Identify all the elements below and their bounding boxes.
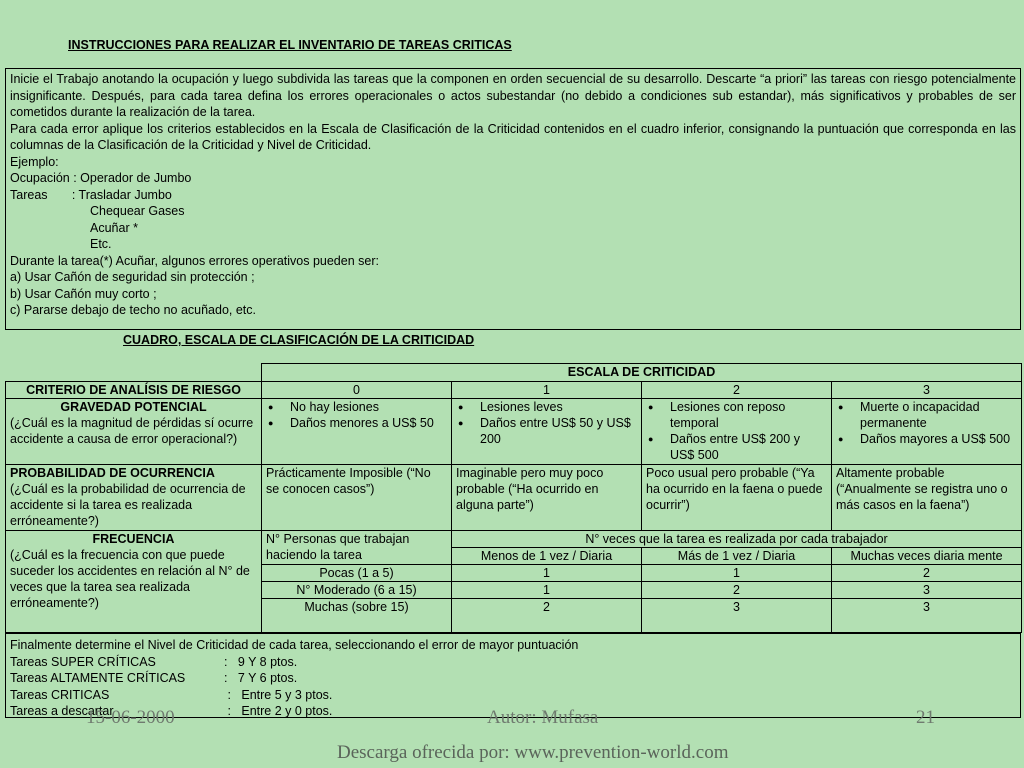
frecuencia-value: 3 [832, 582, 1022, 599]
score-1: 1 [452, 382, 642, 399]
footer-author: Autor: Mufasa [487, 707, 599, 728]
gravedad-0-item: ● Daños menores a US$ 50 [266, 415, 447, 431]
example-task-1: Tareas : Trasladar Jumbo [10, 187, 172, 202]
gravedad-cell-1 [452, 399, 642, 465]
gravedad-1-item: ● Lesiones leves [456, 399, 637, 415]
personas-row-label: Muchas (sobre 15) [262, 599, 452, 633]
probabilidad-cell-3: Altamente probable (“Anualmente se registra uno o más casos en la faena”) [832, 465, 1022, 531]
score-0: 0 [262, 382, 452, 399]
frecuencia-value: 1 [452, 565, 642, 582]
table-row-gravedad [6, 399, 1022, 465]
level-label: Tareas CRITICAS [10, 687, 110, 702]
gravedad-cell-0 [262, 399, 452, 465]
instructions-paragraph-2: Para cada error aplique los criterios establecidos en la Escala de Clasificación de la Criticidad contenidos en el cuadro inferior, consignando la puntuación que corresponda en las columnas de la Clasificación de la Criticidad y Nivel de Criticidad. [10, 121, 1016, 152]
example-task-3: Acuñar * [90, 220, 138, 235]
probabilidad-title: PROBABILIDAD DE OCURRENCIA [10, 466, 215, 480]
gravedad-title: GRAVEDAD POTENCIAL [60, 400, 207, 414]
gravedad-cell-3 [832, 399, 1022, 465]
level-label: Tareas SUPER CRÍTICAS [10, 654, 156, 669]
frecuencia-value: 2 [832, 565, 1022, 582]
example-occupation: Ocupación : Operador de Jumbo [10, 171, 192, 185]
escala-header: ESCALA DE CRITICIDAD [262, 364, 1022, 382]
veces-header: N° veces que la tarea es realizada por cada trabajador [452, 531, 1022, 548]
example-label: Ejemplo: [10, 154, 59, 169]
gravedad-cell-2 [642, 399, 832, 465]
frecuencia-value: 2 [452, 599, 642, 633]
personas-header: N° Personas que trabajan haciendo la tarea [262, 531, 452, 565]
level-row [10, 654, 1016, 671]
frecuencia-criterion [6, 531, 262, 633]
personas-row-label: Pocas (1 a 5) [262, 565, 452, 582]
veces-col-1: Menos de 1 vez / Diaria [452, 548, 642, 565]
probabilidad-cell-2: Poco usual pero probable (“Ya ha ocurrido en la faena o puede ocurrir”) [642, 465, 832, 531]
example-task-4: Etc. [90, 237, 112, 251]
footer-date: 15-06-2000 [86, 707, 175, 728]
score-3: 3 [832, 382, 1022, 399]
frecuencia-value: 3 [642, 599, 832, 633]
gravedad-criterion [6, 399, 262, 465]
example-task-2: Chequear Gases [90, 204, 185, 218]
level-value: : 7 Y 6 ptos. [224, 671, 298, 685]
criterio-header: CRITERIO DE ANALÍSIS DE RIESGO [6, 382, 262, 399]
gravedad-2-item: ● Lesiones con reposo temporal [646, 399, 827, 431]
score-2: 2 [642, 382, 832, 399]
veces-col-3: Muchas veces diaria mente [832, 548, 1022, 565]
level-row [10, 670, 1016, 687]
probabilidad-cell-0: Prácticamente Imposible (“No se conocen casos”) [262, 465, 452, 531]
gravedad-3-item: ● Muerte o incapacidad permanente [836, 399, 1017, 431]
instructions-box [5, 68, 1021, 330]
gravedad-desc: (¿Cuál es la magnitud de pérdidas sí ocurre accidente a causa de error operacional?) [10, 416, 254, 446]
level-value: : Entre 5 y 3 ptos. [224, 687, 333, 702]
frecuencia-title: FRECUENCIA [92, 532, 175, 546]
gravedad-3-item: ● Daños mayores a US$ 500 [836, 431, 1017, 447]
cuadro-title: CUADRO, ESCALA DE CLASIFICACIÓN DE LA CRITICIDAD [123, 333, 475, 347]
frecuencia-value: 1 [452, 582, 642, 599]
footer-page-number: 21 [916, 707, 935, 728]
personas-row-label: N° Moderado (6 a 15) [262, 582, 452, 599]
criticality-table [5, 363, 1022, 633]
table-row-probabilidad [6, 465, 1022, 531]
level-value: : 9 Y 8 ptos. [224, 654, 298, 669]
level-value: : Entre 2 y 0 ptos. [224, 704, 333, 718]
frecuencia-value: 3 [832, 599, 1022, 633]
gravedad-0-item: ● No hay lesiones [266, 399, 447, 415]
level-label: Tareas a descartar [10, 704, 114, 718]
example-errors-intro: Durante la tarea(*) Acuñar, algunos errores operativos pueden ser: [10, 253, 379, 268]
footer-download-link[interactable]: Descarga ofrecida por: www.prevention-world.com [337, 742, 729, 763]
probabilidad-criterion [6, 465, 262, 531]
example-error-b: b) Usar Cañón muy corto ; [10, 286, 157, 301]
table-corner [6, 364, 262, 382]
final-intro: Finalmente determine el Nivel de Criticidad de cada tarea, seleccionando el error de mayor puntuación [10, 638, 579, 652]
gravedad-1-item: ● Daños entre US$ 50 y US$ 200 [456, 415, 637, 447]
frecuencia-desc: (¿Cuál es la frecuencia con que puede suceder los accidentes en relación al N° de veces que la tarea sea realizada erróneamente?) [10, 548, 250, 610]
gravedad-2-item: ● Daños entre US$ 200 y US$ 500 [646, 431, 827, 463]
level-label: Tareas ALTAMENTE CRÍTICAS [10, 671, 186, 685]
probabilidad-cell-1: Imaginable pero muy poco probable (“Ha ocurrido en alguna parte”) [452, 465, 642, 531]
example-error-c: c) Pararse debajo de techo no acuñado, etc. [10, 303, 256, 317]
frecuencia-value: 2 [642, 582, 832, 599]
final-levels-box [5, 633, 1021, 718]
frecuencia-value: 1 [642, 565, 832, 582]
example-error-a: a) Usar Cañón de seguridad sin protección ; [10, 270, 255, 284]
page-title: INSTRUCCIONES PARA REALIZAR EL INVENTARIO DE TAREAS CRITICAS [68, 38, 512, 52]
level-row [10, 687, 1016, 704]
probabilidad-desc: (¿Cuál es la probabilidad de ocurrencia de accidente si la tarea es realizada erróneamente?) [10, 482, 246, 528]
veces-col-2: Más de 1 vez / Diaria [642, 548, 832, 565]
instructions-paragraph-1: Inicie el Trabajo anotando la ocupación y luego subdivida las tareas que la componen en orden secuencial de su desarrollo. Descarte “a priori” las tareas con riesgo potencialmente insignificante. Después, para cada tarea defina los errores operacionales o actos subestandar (no debido a condiciones sub estandar), más significativos y probables de ser cometidos durante la realización de la tarea. [10, 72, 1016, 119]
